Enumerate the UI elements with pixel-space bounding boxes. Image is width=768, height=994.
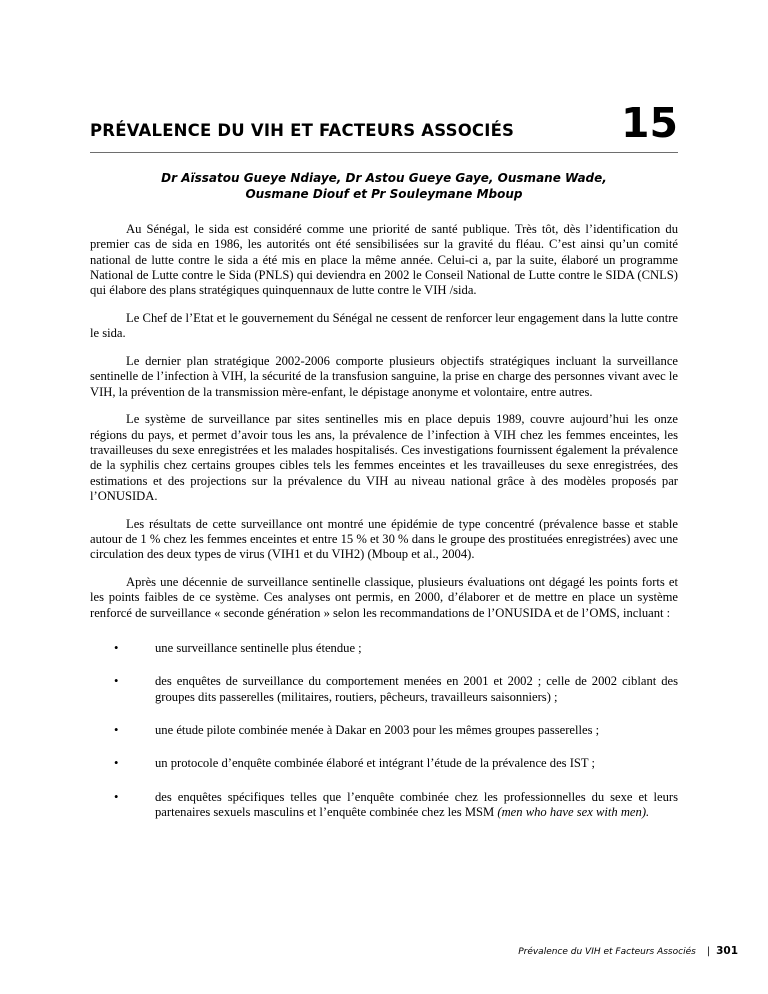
paragraph: Au Sénégal, le sida est considéré comme une priorité de santé publique. Très tôt, dès l’identification du premier cas de sida en 1986, les autorités ont été sensibilisées sur la gravité du fléau. C’est ainsi qu’un comité national de lutte contre le sida a été mis en place la même année. Celui-ci a, par la suite, élaboré un programme National de Lutte contre le Sida (PNLS) qui deviendra en 2002 le Conseil National de Lutte contre le SIDA (CNLS) qui élabore des plans stratégiques quinquennaux de lutte contre le VIH /sida.: [90, 222, 678, 298]
footer-separator: |: [706, 946, 711, 957]
paragraph: Le dernier plan stratégique 2002-2006 comporte plusieurs objectifs stratégiques incluant la surveillance sentinelle de l’infection à VIH, la sécurité de la transfusion sanguine, la prise en charge des personnes vivant avec le VIH, la prévention de la transmission mère-enfant, le dépistage anonyme et volontaire, entre autres.: [90, 354, 678, 399]
list-item: [90, 641, 678, 656]
chapter-header: [90, 99, 678, 152]
bullet-icon: •: [114, 789, 119, 804]
bullet-icon: •: [114, 756, 119, 771]
list-item: [90, 674, 678, 705]
list-item-italic-text: (men who have sex with men).: [497, 804, 650, 819]
header-divider: [90, 152, 678, 153]
paragraph: Après une décennie de surveillance sentinelle classique, plusieurs évaluations ont dégagé les points forts et les points faibles de ce système. Ces analyses ont permis, en 2000, d’élaborer et de mettre en place un système renforcé de surveillance « seconde génération » selon les recommandations de l’ONUSIDA et de l’OMS, incluant :: [90, 575, 678, 620]
authors: [90, 170, 678, 202]
authors-line: Dr Aïssatou Gueye Ndiaye, Dr Astou Gueye Gaye, Ousmane Wade,: [161, 171, 607, 185]
page-number: 301: [716, 945, 738, 957]
paragraph: Les résultats de cette surveillance ont montré une épidémie de type concentré (prévalence basse et stable autour de 1 % chez les femmes enceintes et entre 15 % et 30 % dans le groupe des prostituées enregistrées) avec une circulation des deux types de virus (VIH1 et du VIH2) (Mboup et al., 2004).: [90, 516, 678, 562]
bullet-icon: •: [114, 674, 119, 689]
list-item-text: des enquêtes de surveillance du comportement menées en 2001 et 2002 ; celle de 2002 ciblant des groupes dits passerelles (militaires, routiers, pêcheurs, travailleurs saisonniers) ;: [155, 674, 678, 704]
bullet-icon: •: [114, 722, 119, 737]
paragraph: Le système de surveillance par sites sentinelles mis en place depuis 1989, couvre aujourd’hui les onze régions du pays, et permet d’avoir tous les ans, la prévalence de l’infection à VIH chez les femmes enceintes, les travailleuses du sexe enregistrées et les malades hospitalisés. Ces investigations fournissent également la prévalence de la syphilis chez certains groupes cibles tels les femmes enceintes et les travailleuses du sexe enregistrées, des estimations et des projections sur la prévalence du VIH au niveau national grâce à des modèles proposés par l’ONUSIDA.: [90, 412, 678, 503]
chapter-number: 15: [620, 99, 678, 147]
body-text: [90, 222, 678, 838]
authors-line: Ousmane Diouf et Pr Souleymane Mboup: [245, 187, 523, 201]
list-item-text: un protocole d’enquête combinée élaboré et intégrant l’étude de la prévalence des IST ;: [155, 756, 596, 771]
list-item-text: des enquêtes spécifiques telles que l’enquête combinée chez les professionnelles du sexe et leurs partenaires sexuels masculins et l’enquête combinée chez les MSM: [155, 789, 678, 819]
bullet-list: [90, 641, 678, 820]
bullet-icon: •: [114, 641, 119, 656]
chapter-title: PRÉVALENCE DU VIH ET FACTEURS ASSOCIÉS: [90, 121, 515, 140]
footer-title: Prévalence du VIH et Facteurs Associés: [518, 947, 696, 957]
list-item: [90, 790, 678, 821]
list-item: [90, 756, 678, 771]
list-item: [90, 723, 678, 738]
list-item-text: une étude pilote combinée menée à Dakar en 2003 pour les mêmes groupes passerelles ;: [155, 722, 600, 737]
list-item-text: une surveillance sentinelle plus étendue ;: [155, 641, 362, 656]
page-footer: [518, 945, 738, 957]
paragraph: Le Chef de l’Etat et le gouvernement du Sénégal ne cessent de renforcer leur engagement dans la lutte contre le sida.: [90, 310, 678, 341]
